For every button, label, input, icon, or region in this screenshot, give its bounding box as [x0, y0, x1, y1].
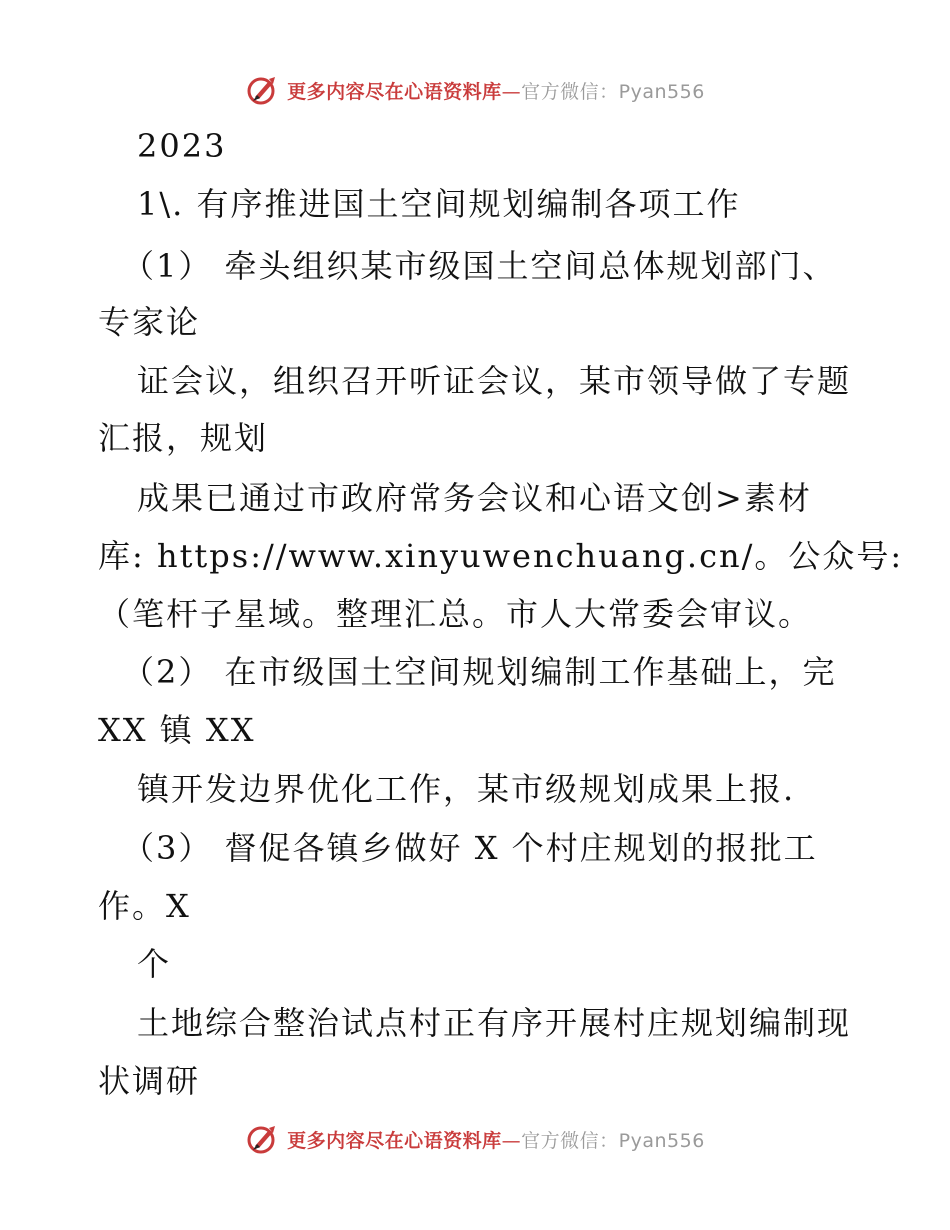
- text-line: 镇开发边界优化工作，某市级规划成果上报.: [137, 770, 796, 808]
- text-line: （1） 牵头组织某市级国土空间总体规划部门、: [122, 247, 837, 285]
- separator: —: [501, 1129, 522, 1152]
- separator: —: [501, 80, 522, 103]
- text-line: 成果已通过市政府常务会议和心语文创>素材: [137, 479, 812, 517]
- text-line: （3） 督促各镇乡做好 X 个村庄规划的报批工: [122, 829, 818, 867]
- header-watermark: [0, 70, 950, 110]
- watermark-text: [287, 77, 705, 104]
- brand-text: 更多内容尽在心语资料库: [287, 1129, 502, 1152]
- text-line: 个: [137, 945, 172, 983]
- text-line: 库: https://www.xinyuwenchuang.cn/。公众号:: [98, 537, 904, 575]
- brand-text: 更多内容尽在心语资料库: [287, 80, 502, 103]
- text-line: 状调研: [98, 1062, 201, 1100]
- footer-watermark: [0, 1119, 950, 1159]
- text-line: XX 镇 XX: [98, 711, 256, 749]
- text-line: 2023: [137, 127, 227, 165]
- pen-logo-icon: [245, 1122, 279, 1156]
- text-line: （2） 在市级国土空间规划编制工作基础上，完: [122, 653, 837, 691]
- text-line: （笔杆子星域。整理汇总。市人大常委会审议。: [98, 595, 813, 633]
- pen-logo-icon: [245, 73, 279, 107]
- contact-text: 官方微信：Pyan556: [521, 80, 705, 103]
- text-line: 证会议，组织召开听证会议，某市领导做了专题: [137, 362, 852, 400]
- text-line: 专家论: [98, 303, 201, 341]
- text-line: 1\. 有序推进国土空间规划编制各项工作: [137, 185, 741, 223]
- text-line: 作。X: [98, 887, 191, 925]
- text-line: 汇报，规划: [98, 419, 269, 457]
- contact-text: 官方微信：Pyan556: [521, 1129, 705, 1152]
- watermark-text: [287, 1126, 705, 1153]
- text-line: 土地综合整治试点村正有序开展村庄规划编制现: [137, 1004, 852, 1042]
